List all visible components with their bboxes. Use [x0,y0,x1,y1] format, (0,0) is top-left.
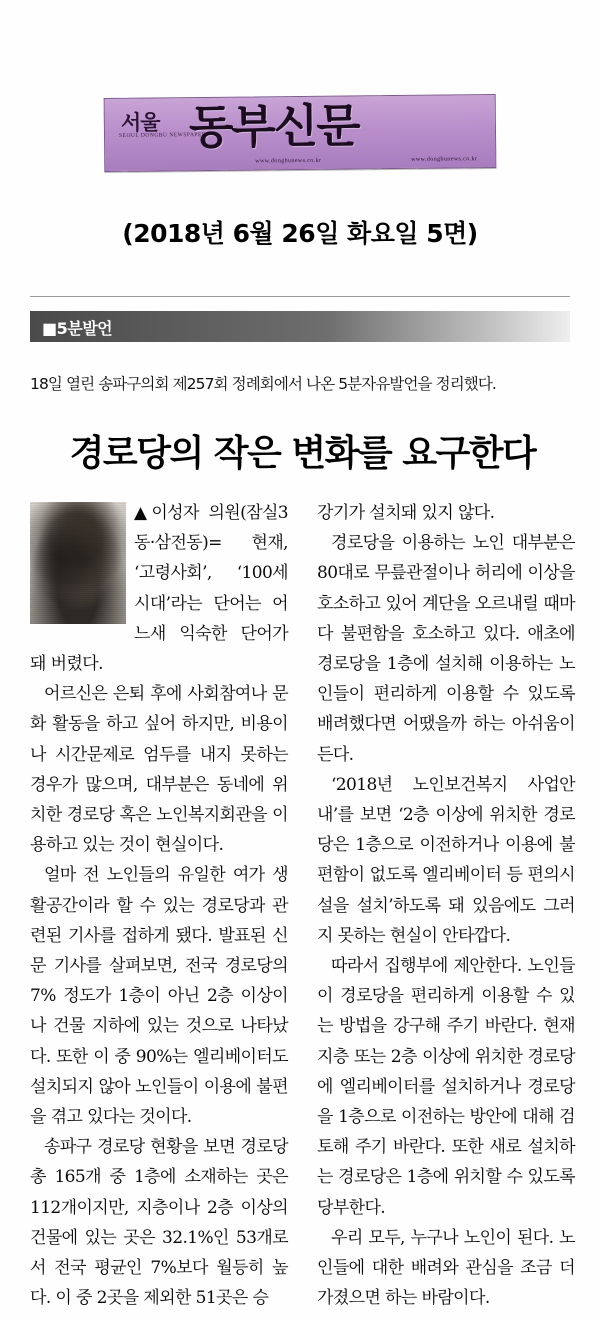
masthead-url-right: www.dongbunews.co.kr [411,156,478,163]
masthead-title: 동부신문 [188,98,359,155]
body-paragraph: 송파구 경로당 현황을 보면 경로당 총 165개 중 1층에 소재하는 곳은 112개이지만, 지층이나 2층 이상의 건물에 있는 곳은 32.1%인 53개로서 전국 평균인 7%보다 월등히 높다. 이 중 2곳을 제외한 51곳은 승 [30,1137,288,1309]
body-paragraph: 얼마 전 노인들의 유일한 여가 생활공간이라 할 수 있는 경로당과 관련된 기사를 접하게 됐다. 발표된 신문 기사를 살펴보면, 전국 경로당의 7% 정도가 1층이 아닌 2층 이상이나 건물 지하에 있는 것으로 나타났다. 또한 이 중 90%는 엘리베이터도 설치되지 않아 노인들이 이용에 불편을 겪고 있다는 것이다. [30,865,288,1128]
section-label: ■5분발언 [42,319,113,338]
body-paragraph: 따라서 집행부에 제안한다. 노인들이 경로당을 편리하게 이용할 수 있는 방법을 강구해 주기 바란다. 현재 지층 또는 2층 이상에 위치한 경로당에 엘리베이터를 설치하거나 경로당을 1층으로 이전하는 방안에 대해 검토해 주기 바란다. 또한 새로 설치하는 경로당은 1층에 위치할 수 있도록 당부한다. [317,956,575,1218]
masthead-container [0,96,600,170]
issue-date-line: (2018년 6월 26일 화요일 5면) [122,219,478,248]
article-body [30,498,575,1309]
masthead-url-center: www.dongbunews.co.kr [255,157,322,165]
body-column-right [317,498,575,1313]
body-paragraph: 강기가 설치돼 있지 않다. [317,503,495,523]
body-paragraph: ‘2018년 노인보건복지 사업안내’를 보면 ‘2층 이상에 위치한 경로당은 1층으로 이전하거나 이용에 불편함이 없도록 엘리베이터 등 편의시설을 설치’하도록 돼 있음에도 그러지 못하는 현실이 안타깝다. [317,774,575,946]
body-paragraph: ▲이성자 의원(잠실3동·삼전동)= 현재, ‘고령사회’, ‘100세 시대’라는 단어는 어느새 익숙한 단어가 돼 버렸다. [30,503,288,675]
horizontal-rule-top [30,296,570,297]
body-column-left [30,498,288,1313]
masthead-seoul-subtext: SEOUL DONGBU NEWSPAPER [118,131,207,139]
body-paragraph: 경로당을 이용하는 노인 대부분은 80대로 무릎관절이나 허리에 이상을 호소하고 있어 계단을 오르내릴 때마다 불편함을 호소하고 있다. 애초에 경로당을 1층에 설치해 이용하는 노인들이 편리하게 이용할 수 있도록 배려했다면 어땠을까 하는 아쉬움이 든다. [317,533,575,765]
article-deck: 18일 열린 송파구의회 제257회 정례회에서 나온 5분자유발언을 정리했다. [30,375,496,393]
page-title: 경로당의 작은 변화를 요구한다 [69,433,536,474]
body-paragraph: 어르신은 은퇴 후에 사회참여나 문화 활동을 하고 싶어 하지만, 비용이나 시간문제로 엄두를 내지 못하는 경우가 많으며, 대부분은 동네에 위치한 경로당 혹은 노인복지회관을 이용하고 있는 것이 현실이다. [30,684,288,856]
newspaper-masthead [104,94,497,172]
section-band [30,311,570,342]
body-paragraph: 우리 모두, 누구나 노인이 된다. 노인들에 대한 배려와 관심을 조금 더 가졌으면 하는 바람이다. [317,1227,575,1309]
masthead-seoul-label: 서울 [120,109,160,135]
portrait-photo [30,502,126,624]
